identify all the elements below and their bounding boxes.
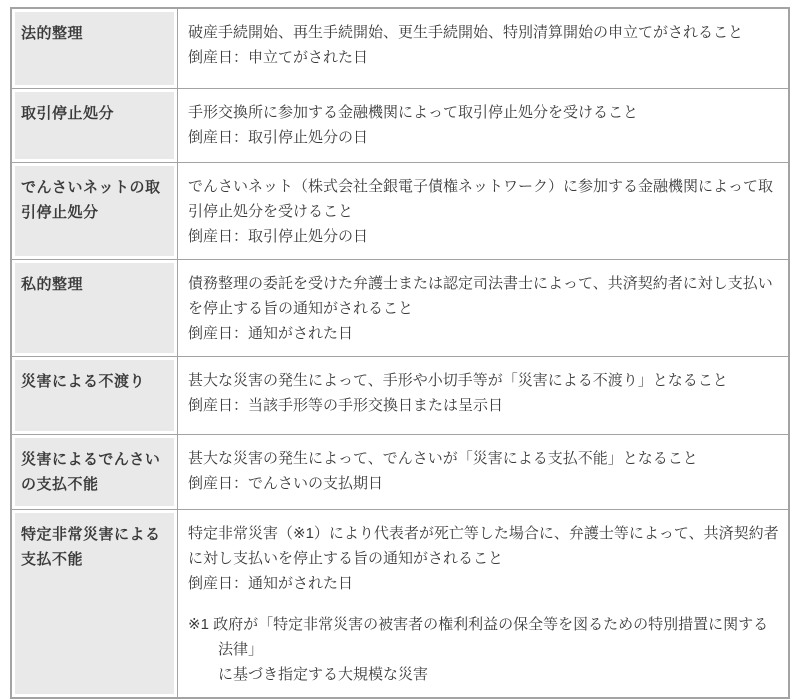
term-label: でんさいネットの取引停止処分: [21, 178, 161, 221]
footnote-line: ※1 政府が「特定非常災害の被害者の権利利益の保全等を図るための特別措置に関する法律」: [188, 615, 769, 658]
definition-line: 甚大な災害の発生によって、でんさいが「災害による支払不能」となること: [188, 449, 698, 467]
term-cell: [11, 88, 178, 162]
definition-cell: [178, 162, 790, 259]
footnote: [188, 612, 780, 687]
table-row: [11, 356, 789, 434]
table-row: [11, 88, 789, 162]
term-cell: [11, 509, 178, 698]
term-cell: [11, 434, 178, 509]
table-row: [11, 259, 789, 356]
term-cell: [11, 356, 178, 434]
term-label: 特定非常災害による支払不能: [21, 525, 161, 568]
definition-line: 破産手続開始、再生手続開始、更生手続開始、特別清算開始の申立てがされること: [188, 24, 744, 41]
definition-line: 手形交換所に参加する金融機関によって取引停止処分を受けること: [188, 103, 639, 121]
term-cell: [11, 162, 178, 259]
bankruptcy-date-line: 倒産日：通知がされた日: [188, 574, 354, 592]
bankruptcy-date-line: 倒産日：でんさいの支払期日: [188, 474, 384, 492]
definition-line: でんさいネット（株式会社全銀電子債権ネットワーク）に参加する金融機関によって取引停止処分を受けること: [188, 177, 774, 220]
definition-cell: [178, 509, 790, 698]
bankruptcy-definition-table: [10, 7, 790, 699]
term-label: 災害によるでんさいの支払不能: [21, 450, 161, 493]
definition-cell: [178, 8, 790, 88]
definition-line: 債務整理の委託を受けた弁護士または認定司法書士によって、共済契約者に対し支払いを停止する旨の通知がされること: [188, 274, 773, 317]
table-row: [11, 434, 789, 509]
bankruptcy-date-line: 倒産日：通知がされた日: [188, 324, 354, 342]
bankruptcy-date-line: 倒産日：当該手形等の手形交換日または呈示日: [188, 396, 504, 414]
definition-line: 特定非常災害（※1）により代表者が死亡等した場合に、弁護士等によって、共済契約者に対し支払いを停止する旨の通知がされること: [188, 524, 779, 567]
term-label: 災害による不渡り: [21, 372, 146, 390]
term-label: 取引停止処分: [21, 104, 115, 122]
bankruptcy-date-line: 倒産日：取引停止処分の日: [188, 128, 369, 146]
table-row: [11, 509, 789, 698]
definition-cell: [178, 356, 790, 434]
table-row: [11, 162, 789, 259]
bankruptcy-date-line: 倒産日：申立てがされた日: [188, 49, 369, 66]
definition-line: 甚大な災害の発生によって、手形や小切手等が「災害による不渡り」となること: [188, 371, 728, 389]
term-label: 私的整理: [21, 275, 84, 293]
definition-cell: [178, 434, 790, 509]
definition-cell: [178, 88, 790, 162]
footnote-line: に基づき指定する大規模な災害: [218, 665, 429, 683]
term-cell: [11, 259, 178, 356]
bankruptcy-definition-table-container: [10, 7, 790, 699]
table-row: [11, 8, 789, 88]
term-cell: [11, 8, 178, 88]
bankruptcy-date-line: 倒産日：取引停止処分の日: [188, 227, 369, 245]
term-label: 法的整理: [21, 25, 84, 42]
definition-cell: [178, 259, 790, 356]
